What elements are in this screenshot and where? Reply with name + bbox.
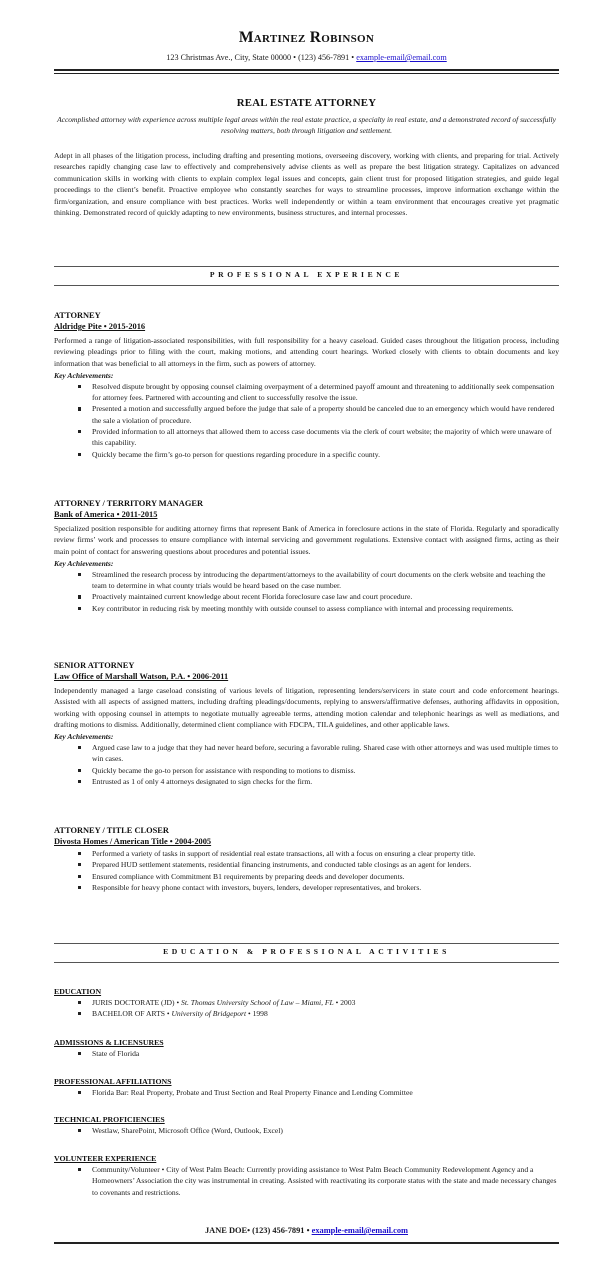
- job-company: Aldridge Pite • 2015-2016: [54, 322, 146, 331]
- volunteer-list: [78, 1164, 559, 1198]
- bullet-separator: •: [247, 1226, 253, 1235]
- admissions-block: [54, 1037, 559, 1059]
- list-item: Ensured compliance with Commitment B1 requirements by preparing deeds and developer documents.: [78, 871, 559, 882]
- job-entry: [54, 825, 559, 893]
- footer-divider: [54, 1242, 559, 1244]
- key-achievements-label: Key Achievements:: [54, 732, 114, 742]
- subsection-heading: VOLUNTEER EXPERIENCE: [54, 1154, 157, 1163]
- list-item: Community/Volunteer • City of West Palm Beach: Currently providing assistance to West Palm Beach Community Redevelopment Agency and a Homeowners’ Association the city was instrumental in creating. Assisted with reactivating its corporate status with the state and made necessary changes to covenants and restrictions.: [78, 1164, 559, 1198]
- list-item: JURIS DOCTORATE (JD) • St. Thomas University School of Law – Miami, FL • 2003: [78, 997, 559, 1008]
- job-entry: [54, 498, 559, 614]
- affiliations-block: [54, 1076, 559, 1098]
- address: 123 Christmas Ave., City, State 00000: [166, 53, 292, 62]
- job-description: Independently managed a large caseload consisting of various levels of litigation, representing lenders/servicers in state court and code enforcement hearings. Assisted with all aspects of assigned matters, including drafting pleadings/documents, replying to answers/affirmative defenses, authoring affidavits in opposition, working with opposing counsel in attempts to negotiate mutually agreeable terms, attending motion calendar and telephonic hearings as well as mediations, and drafting motions to dismiss. Additionally, determined client compliance with FDCPA, TILA guidelines, and other applicable laws.: [54, 686, 559, 729]
- list-item: Resolved dispute brought by opposing counsel claiming overpayment of a determined payoff amount and threatening to additionally seek compensation for attorney fees. Partnered with accounting and client to successfully resolve the issue.: [78, 381, 559, 404]
- section-header-education: EDUCATION & PROFESSIONAL ACTIVITIES: [54, 943, 559, 963]
- header-divider: [54, 69, 559, 74]
- footer-name: JANE DOE: [204, 1226, 248, 1235]
- list-item: Responsible for heavy phone contact with investors, buyers, lenders, developer representatives, and brokers.: [78, 882, 559, 893]
- subsection-heading: EDUCATION: [54, 987, 102, 996]
- technical-block: [54, 1114, 559, 1136]
- list-item: State of Florida: [78, 1048, 559, 1059]
- bullet-separator: •: [291, 53, 299, 62]
- list-item: Performed a variety of tasks in support of residential real estate transactions, all with a focus on ensuring a clear property title.: [78, 848, 559, 859]
- year: 1998: [252, 1009, 268, 1019]
- bullet-separator: •: [349, 53, 357, 62]
- section-header-experience: PROFESSIONAL EXPERIENCE: [54, 266, 559, 286]
- education-block: [54, 986, 559, 1020]
- job-company: Divosta Homes / American Title • 2004-2005: [54, 837, 212, 846]
- list-item: Florida Bar: Real Property, Probate and Trust Section and Real Property Finance and Lending Committee: [78, 1087, 559, 1098]
- year: 2003: [340, 998, 356, 1007]
- list-item: Westlaw, SharePoint, Microsoft Office (Word, Outlook, Excel): [78, 1125, 559, 1136]
- list-item: Quickly became the go-to person for assistance with responding to motions to dismiss.: [78, 765, 559, 776]
- volunteer-block: [54, 1153, 559, 1198]
- job-entry: [54, 310, 559, 460]
- email-link[interactable]: example-email@email.com: [356, 53, 447, 62]
- subsection-heading: TECHNICAL PROFICIENCIES: [54, 1115, 165, 1124]
- list-item: Key contributor in reducing risk by meeting monthly with outside counsel to assess compliance with internal and processing requirements.: [78, 603, 559, 614]
- job-company: Law Office of Marshall Watson, P.A. • 2006-2011: [54, 672, 229, 681]
- admissions-list: [78, 1048, 559, 1059]
- achievements-list: [78, 381, 559, 460]
- key-achievements-label: Key Achievements:: [54, 558, 114, 568]
- job-description: Performed a range of litigation-associated responsibilities, with full responsibility for a heavy caseload. Guided cases throughout the litigation process, including reviewing pleadings prior to filing with the court, making motions, and attending court hearings. Worked closely with clients to obtain documents and key information that was beneficial to all attorneys in the firm, such as powers of attorney.: [54, 336, 559, 368]
- job-entry: [54, 660, 559, 787]
- job-title: ATTORNEY / TERRITORY MANAGER: [54, 499, 204, 508]
- phone: (123) 456-7891: [298, 53, 350, 62]
- list-item: Quickly became the firm’s go-to person for questions regarding procedure in a specific county.: [78, 449, 559, 460]
- affiliations-list: [78, 1087, 559, 1098]
- subsection-heading: PROFESSIONAL AFFILIATIONS: [54, 1077, 172, 1086]
- job-description: Specialized position responsible for auditing attorney firms that represent Bank of America in foreclosure actions in the state of Florida. Regularly and sporadically review firms’ work and processes to ensure compliance with internal servicing and government regulations. Extensive contact with assigned firms, acting as their main point of contact for answering questions about procedures and potential issues.: [54, 524, 559, 556]
- list-item: Provided information to all attorneys that allowed them to access case documents via the clerk of court website; the majority of which were unaware of this capability.: [78, 426, 559, 449]
- key-achievements-label: Key Achievements:: [54, 370, 114, 380]
- candidate-name: Martinez Robinson: [238, 29, 375, 46]
- footer-contact: [54, 1226, 559, 1235]
- achievements-list: [78, 848, 559, 893]
- list-item: BACHELOR OF ARTS • University of Bridgeport • 1998: [78, 1008, 559, 1019]
- achievements-list: [78, 742, 559, 787]
- list-item: Prepared HUD settlement statements, residential financing instruments, and conducted table closings as an agent for lenders.: [78, 859, 559, 870]
- list-item: Streamlined the research process by introducing the department/attorneys to the availability of court documents on the clerk website and teaching the team to determine in what county trials would be heard based on the case number.: [78, 569, 559, 592]
- school: University of Bridgeport: [171, 1009, 247, 1019]
- headline: REAL ESTATE ATTORNEY: [236, 97, 377, 109]
- footer-email-link[interactable]: example-email@email.com: [311, 1226, 409, 1235]
- list-item: Argued case law to a judge that they had never heard before, securing a favorable ruling. Shared case with other attorneys and was used multiple times to win cases.: [78, 742, 559, 765]
- footer-phone: (123) 456-7891: [252, 1226, 305, 1235]
- technical-list: [78, 1125, 559, 1136]
- job-company: Bank of America • 2011-2015: [54, 510, 158, 519]
- achievements-list: [78, 569, 559, 614]
- degree: BACHELOR OF ARTS: [92, 1009, 165, 1019]
- list-item: Presented a motion and successfully argued before the judge that sale of a property should be canceled due to an emergency which would have rendered the sale a violation of procedure.: [78, 403, 559, 426]
- subsection-heading: ADMISSIONS & LICENSURES: [54, 1038, 164, 1047]
- school: St. Thomas University School of Law – Miami, FL: [181, 998, 334, 1007]
- summary-paragraph: Adept in all phases of the litigation process, including drafting and presenting motions, overseeing discovery, working with clients, and preparing for trial. Actively researches rapidly changing case law to effectively and comprehensively advise clients as well as prepare the best litigation strategy. Capitalizes on advanced communication skills in working with clients to explain complex legal issues and concepts, gain client trust for proposed litigation strategies, and guide legal proceedings to the client’s benefit. Proactive employee who constantly searches for ways to streamline processes, improve information exchange within the firm/organization, and ensure compliance with best practices. Works well independently or within a team environment that encourages creative yet pragmatic thinking. Demonstrated record of quickly adapting to new environments, business structures, and internal processes.: [54, 151, 559, 218]
- list-item: Entrusted as 1 of only 4 attorneys designated to sign checks for the firm.: [78, 776, 559, 787]
- job-title: SENIOR ATTORNEY: [54, 661, 135, 670]
- job-title: ATTORNEY / TITLE CLOSER: [54, 826, 169, 835]
- contact-line: [54, 53, 559, 62]
- job-title: ATTORNEY: [54, 311, 101, 320]
- list-item: Proactively maintained current knowledge about recent Florida foreclosure case law and court procedure.: [78, 591, 559, 602]
- tagline: Accomplished attorney with experience across multiple legal areas within the real estate practice, a specialty in real estate, and a demonstrated record of successfully resolving matters, both through litigation and settlement.: [57, 115, 556, 135]
- degree: JURIS DOCTORATE (JD): [92, 998, 175, 1007]
- bullet-separator: •: [304, 1226, 312, 1235]
- education-list: [78, 997, 559, 1020]
